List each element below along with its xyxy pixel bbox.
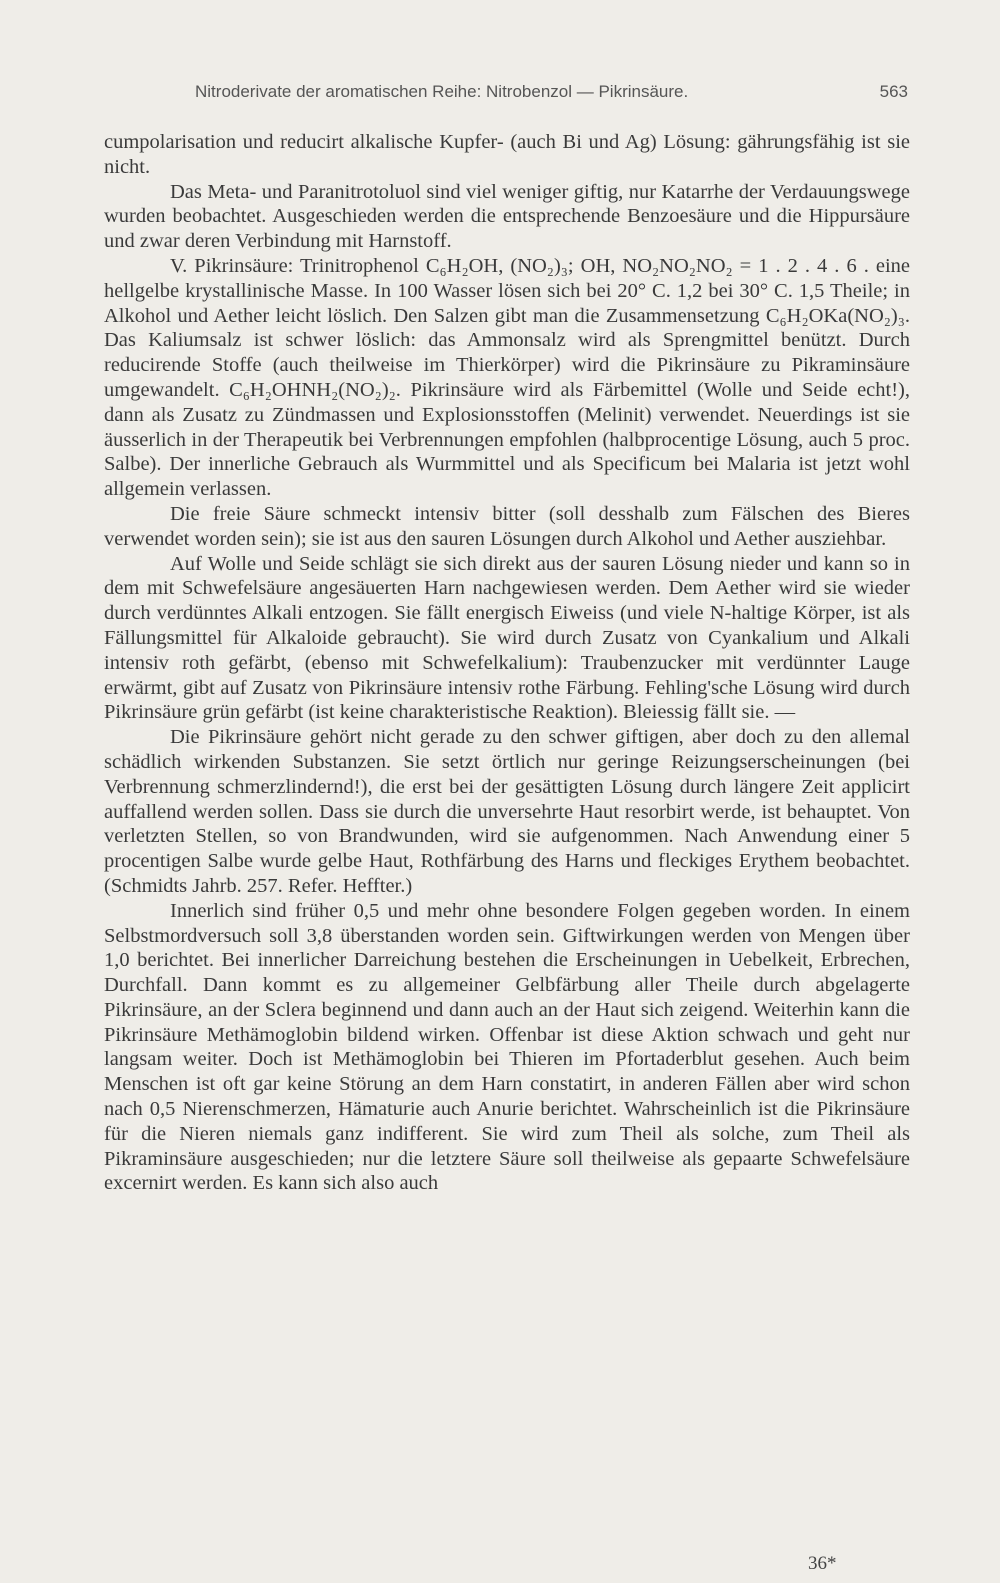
paragraph: Innerlich sind früher 0,5 und mehr ohne besondere Folgen gegeben worden. In einem Selbstmordversuch soll 3,8 überstanden worden sein. Giftwirkungen werden von Mengen über 1,0 berichtet. Bei innerlicher Darreichung bestehen die Erscheinungen in Uebelkeit, Erbrechen, Durchfall. Dann kommt es zu allgemeiner Gelbfärbung aller Theile durch abgelagerte Pikrinsäure, an der Sclera beginnend und dann auch an der Haut sich zeigend. Weiterhin kann die Pikrinsäure Methämoglobin bildend wirken. Offenbar ist diese Aktion schwach und geht nur langsam weiter. Doch ist Methämoglobin bei Thieren im Pfortaderblut gesehen. Auch beim Menschen ist oft gar keine Störung an dem Harn constatirt, in anderen Fällen aber wird schon nach 0,5 Nierenschmerzen, Hämaturie auch Anurie berichtet. Wahrscheinlich ist die Pikrinsäure für die Nieren niemals ganz indifferent. Sie wird zum Theil als solche, zum Theil als Pikraminsäure ausgeschieden; nur die letztere Säure soll theilweise als gepaarte Schwefelsäure excernirt werden. Es kann sich also auch <box>104 899 910 1195</box>
paragraph: cumpolarisation und reducirt alkalische Kupfer- (auch Bi und Ag) Lösung: gährungsfähig ist sie nicht. <box>104 131 910 178</box>
paragraph: V. Pikrinsäure: Trinitrophenol C₆H₂OH, (NO₂)₃; OH, NO₂NO₂NO₂ = 1 . 2 . 4 . 6 . eine hellgelbe krystallinische Masse. In 100 Wasser lösen sich bei 20° C. 1,2 bei 30° C. 1,5 Theile; in Alkohol und Aether leicht löslich. Den Salzen gibt man die Zusammensetzung C₆H₂OKa(NO₂)₃. Das Kaliumsalz ist schwer löslich: das Ammonsalz wird als Sprengmittel benützt. Durch reducirende Stoffe (auch theilweise im Thierkörper) wird die Pikrinsäure zu Pikraminsäure umgewandelt. C₆H₂OHNH₂(NO₂)₂. Pikrinsäure wird als Färbemittel (Wolle und Seide echt!), dann als Zusatz zu Zündmassen und Explosionsstoffen (Melinit) verwendet. Neuerdings ist sie äusserlich in der Therapeutik bei Verbrennungen empfohlen (halbprocentige Lösung, auch 5 proc. Salbe). Der innerliche Gebrauch als Wurmmittel und als Specificum bei Malaria ist jetzt wohl allgemein verlassen. <box>104 254 910 501</box>
running-title: Nitroderivate der aromatischen Reihe: Nitrobenzol — Pikrinsäure. <box>195 82 689 101</box>
signature-mark: 36* <box>808 1553 837 1574</box>
paragraph: Die freie Säure schmeckt intensiv bitter (soll desshalb zum Fälschen des Bieres verwendet worden sein); sie ist aus den sauren Lösungen durch Alkohol und Aether ausziehbar. <box>104 502 910 550</box>
paragraph: Die Pikrinsäure gehört nicht gerade zu den schwer giftigen, aber doch zu den allemal schädlich wirkenden Substanzen. Sie setzt örtlich nur geringe Reizungserscheinungen (bei Verbrennung schmerzlindernd!), die erst bei der gesättigten Lösung durch längere Zeit applicirt auffallend werden sollen. Dass sie durch die unversehrte Haut resorbirt werde, ist behauptet. Von verletzten Stellen, so von Brandwunden, wird sie aufgenommen. Nach Anwendung einer 5 procentigen Salbe wurde gelbe Haut, Rothfärbung des Harns und fleckiges Erythem beobachtet. (Schmidts Jahrb. 257. Refer. Heffter.) <box>104 726 910 897</box>
running-header <box>195 82 908 102</box>
page-number: 563 <box>879 82 908 101</box>
body-text <box>104 130 910 1196</box>
paragraph: Das Meta- und Paranitrotoluol sind viel weniger giftig, nur Katarrhe der Verdauungswege wurden beobachtet. Ausgeschieden werden die entsprechende Benzoesäure und die Hippursäure und zwar deren Verbindung mit Harnstoff. <box>104 180 910 253</box>
paragraph: Auf Wolle und Seide schlägt sie sich direkt aus der sauren Lösung nieder und kann so in dem mit Schwefelsäure angesäuerten Harn nachgewiesen werden. Dem Aether wird sie wieder durch verdünntes Alkali entzogen. Sie fällt energisch Eiweiss (und viele N-haltige Körper, ist als Fällungsmittel für Alkaloide gebraucht). Sie wird durch Zusatz von Cyankalium und Alkali intensiv roth gefärbt, (ebenso mit Schwefelkalium): Traubenzucker mit verdünnter Lauge erwärmt, gibt auf Zusatz von Pikrinsäure intensiv rothe Färbung. Fehling'sche Lösung wird durch Pikrinsäure grün gefärbt (ist keine charakteristische Reaktion). Bleiessig fällt sie. — <box>104 552 910 724</box>
